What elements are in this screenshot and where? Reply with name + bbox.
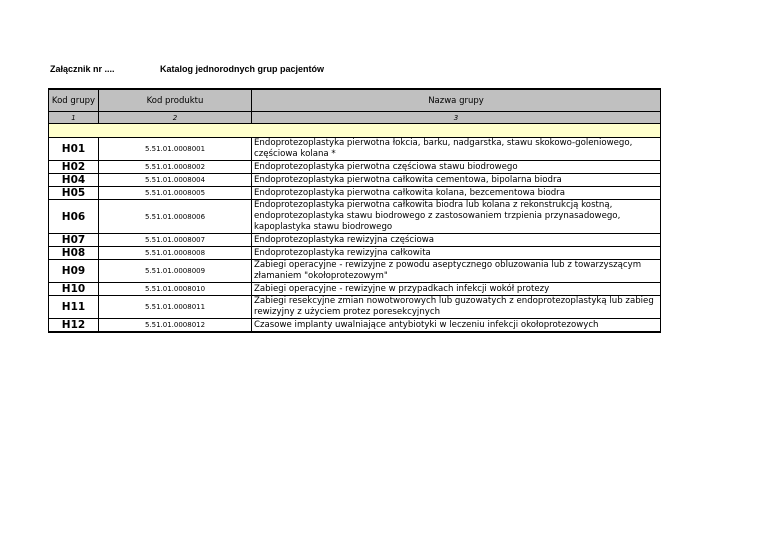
group-name: Endoprotezoplastyka pierwotna częściowa stawu biodrowego [252, 161, 661, 174]
product-code: 5.51.01.0008006 [99, 200, 252, 234]
column-number-1: 1 [49, 112, 99, 124]
table-row [49, 234, 661, 247]
product-code: 5.51.01.0008005 [99, 187, 252, 200]
column-header-product: Kod produktu [99, 89, 252, 112]
group-code: H02 [49, 161, 99, 174]
column-number-3: 3 [252, 112, 661, 124]
group-code: H01 [49, 138, 99, 161]
group-name: Endoprotezoplastyka pierwotna całkowita kolana, bezcementowa biodra [252, 187, 661, 200]
group-name: Endoprotezoplastyka pierwotna całkowita biodra lub kolana z rekonstrukcją kostną, endoprotezoplastyka stawu biodrowego z zastosowaniem trzpienia przynasadowego, kapoplastyka stawu biodrowego [252, 200, 661, 234]
table-row [49, 161, 661, 174]
annex-label: Załącznik nr .... [50, 64, 115, 74]
spacer-cell [49, 124, 99, 138]
group-code: H06 [49, 200, 99, 234]
group-code: H10 [49, 283, 99, 296]
column-number-2: 2 [99, 112, 252, 124]
group-name: Endoprotezoplastyka rewizyjna częściowa [252, 234, 661, 247]
product-code: 5.51.01.0008002 [99, 161, 252, 174]
group-code: H09 [49, 260, 99, 283]
table-row [49, 283, 661, 296]
column-header-name: Nazwa grupy [252, 89, 661, 112]
product-code: 5.51.01.0008001 [99, 138, 252, 161]
group-name: Endoprotezoplastyka pierwotna łokcia, barku, nadgarstka, stawu skokowo-goleniowego, częściowa kolana * [252, 138, 661, 161]
table-row [49, 319, 661, 333]
group-code: H07 [49, 234, 99, 247]
group-name: Zabiegi operacyjne - rewizyjne w przypadkach infekcji wokół protezy [252, 283, 661, 296]
table-row [49, 187, 661, 200]
group-code: H08 [49, 247, 99, 260]
product-code: 5.51.01.0008010 [99, 283, 252, 296]
column-number-row [49, 112, 661, 124]
table-row [49, 247, 661, 260]
group-code: H11 [49, 296, 99, 319]
product-code: 5.51.01.0008007 [99, 234, 252, 247]
spacer-row [49, 124, 661, 138]
spacer-cell [252, 124, 661, 138]
product-code: 5.51.01.0008012 [99, 319, 252, 333]
group-code: H05 [49, 187, 99, 200]
table-row [49, 200, 661, 234]
patient-groups-table [48, 88, 661, 333]
product-code: 5.51.01.0008008 [99, 247, 252, 260]
group-code: H12 [49, 319, 99, 333]
group-name: Zabiegi resekcyjne zmian nowotworowych lub guzowatych z endoprotezoplastyką lub zabieg rewizyjny z użyciem protez poresekcyjnych [252, 296, 661, 319]
group-name: Czasowe implanty uwalniające antybiotyki w leczeniu infekcji okołoprotezowych [252, 319, 661, 333]
table-row [49, 260, 661, 283]
group-name: Zabiegi operacyjne - rewizyjne z powodu aseptycznego obluzowania lub z towarzyszącym złamaniem "okołoprotezowym" [252, 260, 661, 283]
product-code: 5.51.01.0008011 [99, 296, 252, 319]
table-row [49, 138, 661, 161]
table-row [49, 296, 661, 319]
group-name: Endoprotezoplastyka pierwotna całkowita cementowa, bipolarna biodra [252, 174, 661, 187]
catalog-title: Katalog jednorodnych grup pacjentów [160, 64, 325, 74]
product-code: 5.51.01.0008004 [99, 174, 252, 187]
column-header-code: Kod grupy [49, 89, 99, 112]
group-name: Endoprotezoplastyka rewizyjna całkowita [252, 247, 661, 260]
group-code: H04 [49, 174, 99, 187]
table-row [49, 174, 661, 187]
product-code: 5.51.01.0008009 [99, 260, 252, 283]
table-header-row [49, 89, 661, 112]
spacer-cell [99, 124, 252, 138]
